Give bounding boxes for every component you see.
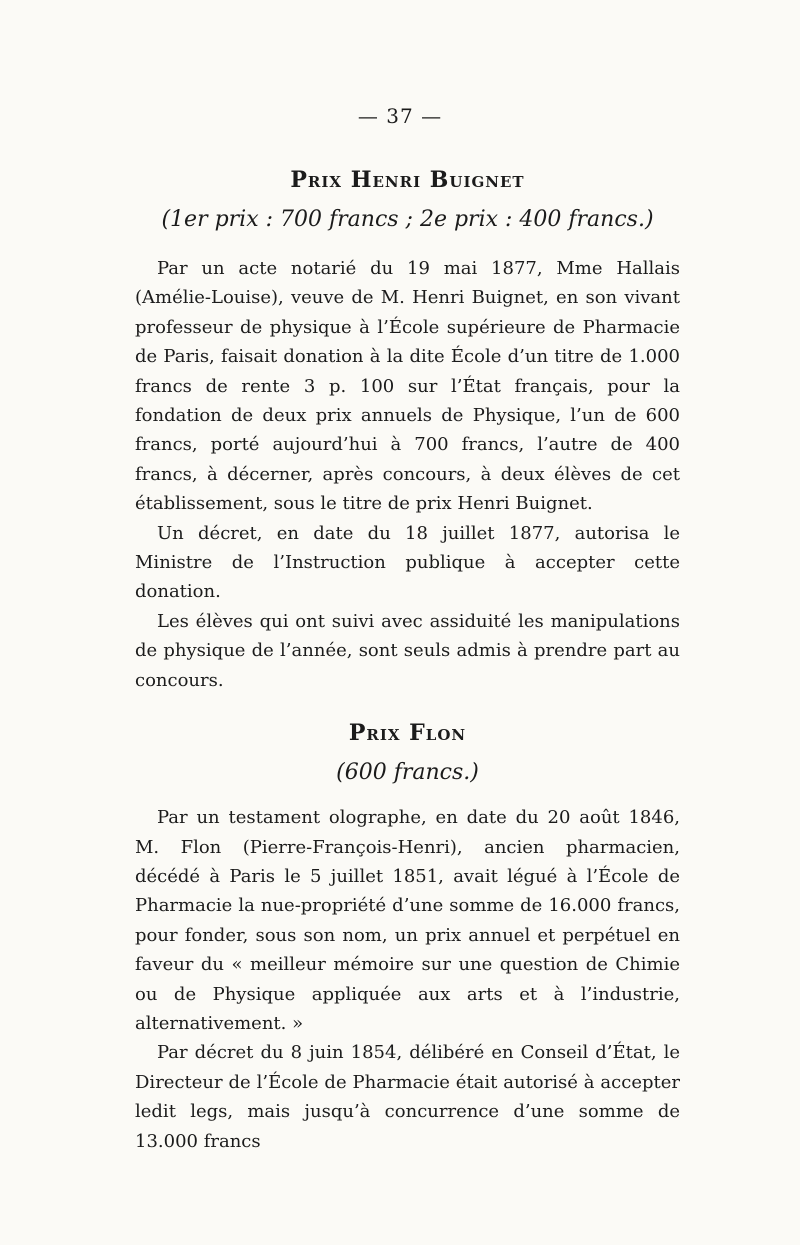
paragraph: Par décret du 8 juin 1854, délibéré en Conseil d’État, le Directeur de l’École de Pharmacie était autorisé à accepter ledit legs, mais jusqu’à concurrence d’une somme de 13.000 francs bbox=[135, 1042, 680, 1152]
page-content bbox=[135, 160, 680, 1156]
section-subtitle: (1er prix : 700 francs ; 2e prix : 400 francs.) bbox=[161, 207, 654, 232]
paragraph: Les élèves qui ont suivi avec assiduité les manipulations de physique de l’année, sont seuls admis à prendre part au concours. bbox=[135, 610, 680, 691]
page-number: — 37 — bbox=[357, 104, 443, 128]
paragraph: Par un testament olographe, en date du 20 août 1846, M. Flon (Pierre-François-Henri), ancien pharmacien, décédé à Paris le 5 juillet 1851, avait légué à l’École de Pharmacie la nue-propriété d’une somme de 16.000 francs, pour fonder, sous son nom, un prix annuel et perpétuel en faveur du « meilleur mémoire sur une question de Chimie ou de Physique appliquée aux arts et à l’industrie, alternativement. » bbox=[135, 807, 680, 1034]
section-prix-henri-buignet bbox=[135, 160, 680, 695]
section-prix-flon bbox=[135, 713, 680, 1156]
section-subtitle: (600 francs.) bbox=[336, 760, 479, 786]
section-title: Prix Flon bbox=[348, 720, 467, 747]
section-title: Prix Henri Buignet bbox=[290, 167, 525, 193]
paragraph: Un décret, en date du 18 juillet 1877, autorisa le Ministre de l’Instruction publique à accepter cette donation. bbox=[135, 522, 680, 603]
paragraph: Par un acte notarié du 19 mai 1877, Mme Hallais (Amélie-Louise), veuve de M. Henri Buignet, en son vivant professeur de physique à l’École supérieure de Pharmacie de Paris, faisait donation à la dite École d’un titre de 1.000 francs de rente 3 p. 100 sur l’État français, pour la fondation de deux prix annuels de Physique, l’un de 600 francs, porté aujourd’hui à 700 francs, l’autre de 400 francs, à décerner, après concours, à deux élèves de cet établissement, sous le titre de prix Henri Buignet. bbox=[135, 258, 680, 515]
